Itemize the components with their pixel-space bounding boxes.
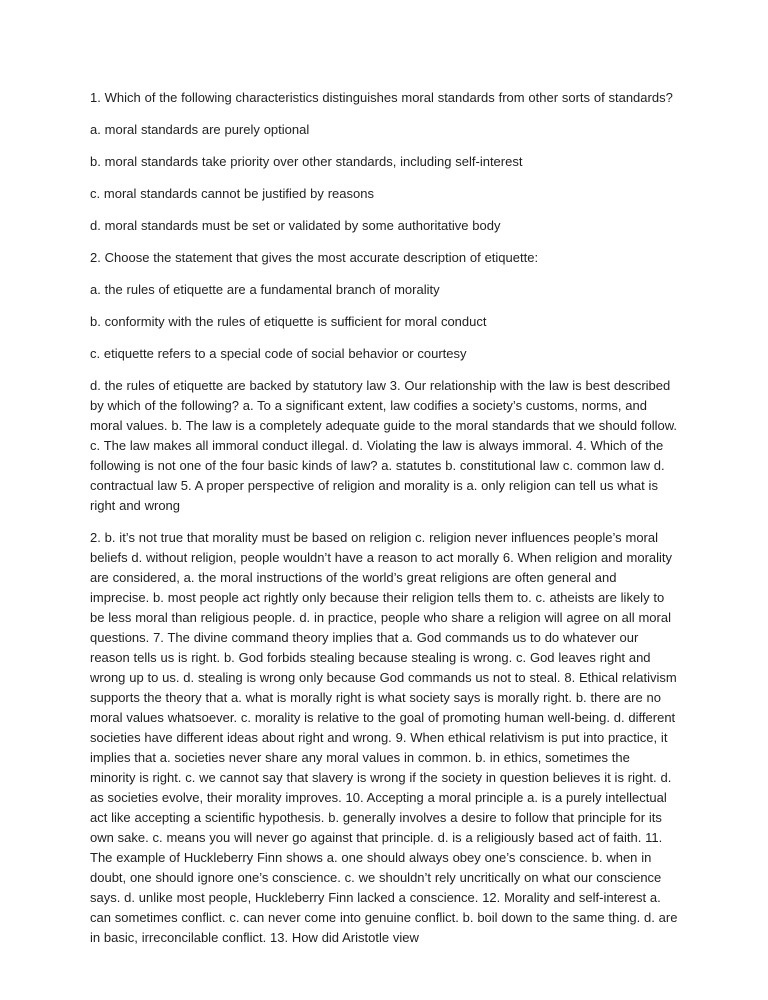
- questions-block-2: 2. b. it’s not true that morality must be based on religion c. religion never influences people’s moral beliefs d. without religion, people wouldn’t have a reason to act morally 6. When religion and morality are considered, a. the moral instructions of the world’s great religions are often general and imprecise. b. most people act rightly only because their religion tells them to. c. atheists are likely to be less moral than religious people. d. in practice, people who share a religion will agree on all moral questions. 7. The divine command theory implies that a. God commands us to do whatever our reason tells us is right. b. God forbids stealing because stealing is wrong. c. God leaves right and wrong up to us. d. stealing is wrong only because God commands us not to steal. 8. Ethical relativism supports the theory that a. what is morally right is what society says is morally right. b. there are no moral values whatsoever. c. morality is relative to the goal of promoting human well-being. d. different societies have different ideas about right and wrong. 9. When ethical relativism is put into practice, it implies that a. societies never share any moral values in common. b. in ethics, sometimes the minority is right. c. we cannot say that slavery is wrong if the society in question believes it is right. d. as societies evolve, their morality improves. 10. Accepting a moral principle a. is a purely intellectual act like accepting a scientific hypothesis. b. generally involves a desire to follow that principle for its own sake. c. means you will never go against that principle. d. is a religiously based act of faith. 11. The example of Huckleberry Finn shows a. one should always obey one’s conscience. b. when in doubt, one should ignore one’s conscience. c. we shouldn’t rely uncritically on what our conscience says. d. unlike most people, Huckleberry Finn lacked a conscience. 12. Morality and self-interest a. can sometimes conflict. c. can never come into genuine conflict. b. boil down to the same thing. d. are in basic, irreconcilable conflict. 13. How did Aristotle view: [90, 530, 678, 945]
- q1-option-c: c. moral standards cannot be justified by reasons: [90, 186, 374, 201]
- q2-option-c: c. etiquette refers to a special code of social behavior or courtesy: [90, 346, 467, 361]
- question-2: 2. Choose the statement that gives the most accurate description of etiquette:: [90, 250, 539, 265]
- q2-option-b: b. conformity with the rules of etiquette is sufficient for moral conduct: [90, 314, 487, 329]
- q1-option-b: b. moral standards take priority over other standards, including self-interest: [90, 154, 523, 169]
- q1-option-d: d. moral standards must be set or validated by some authoritative body: [90, 218, 501, 233]
- question-1: 1. Which of the following characteristics distinguishes moral standards from other sorts of standards?: [90, 90, 673, 105]
- q2-option-a: a. the rules of etiquette are a fundamental branch of morality: [90, 282, 440, 297]
- questions-block-1: d. the rules of etiquette are backed by statutory law 3. Our relationship with the law is best described by which of the following? a. To a significant extent, law codifies a society’s customs, norms, and moral values. b. The law is a completely adequate guide to the moral standards that we should follow. c. The law makes all immoral conduct illegal. d. Violating the law is always immoral. 4. Which of the following is not one of the four basic kinds of law? a. statutes b. constitutional law c. common law d. contractual law 5. A proper perspective of religion and morality is a. only religion can tell us what is right and wrong: [90, 378, 678, 513]
- q1-option-a: a. moral standards are purely optional: [90, 122, 310, 137]
